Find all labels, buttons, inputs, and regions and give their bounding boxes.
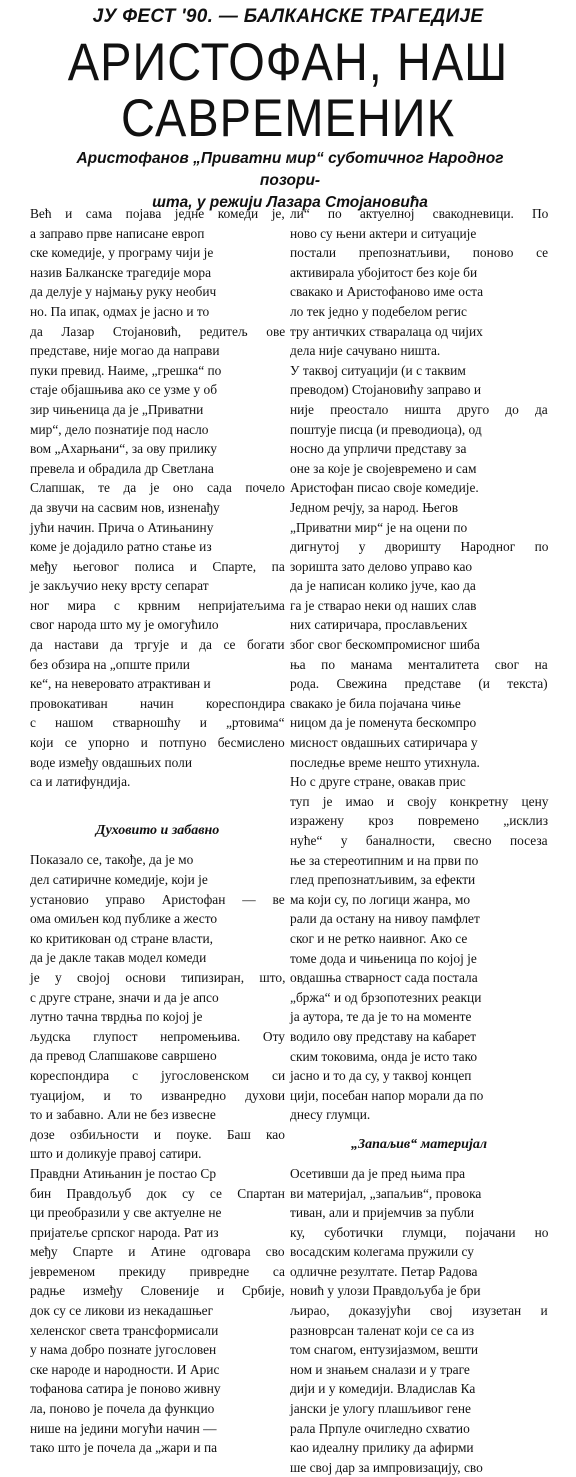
text-line: ла, поново је почела да функцио xyxy=(30,1401,215,1417)
text-line: ног мира с крвним непријатељима xyxy=(30,597,285,613)
text-line: је закључио неку врсту сепарат xyxy=(30,578,209,594)
text-line: ци преобразили у све актуелне не xyxy=(30,1205,222,1221)
text-line: с друге стране, значи и да је апсо xyxy=(30,989,219,1005)
text-line: свакако је била појачана чиње xyxy=(290,695,461,711)
text-line: ке“, на неверовато атрактиван и xyxy=(30,676,211,692)
text-line: разноврсан таленат који се са из xyxy=(290,1322,475,1338)
text-line: тиван, али и пријемчив за публи xyxy=(290,1205,475,1221)
text-line: нише на једини могући начин — xyxy=(30,1420,217,1436)
text-line: оне за које је својевремено и сам xyxy=(290,460,477,476)
text-line: међу његовог полиса и Спарте, па xyxy=(30,558,285,574)
text-line: ви материјал, „запаљив“, провока xyxy=(290,1185,482,1201)
article-column-left xyxy=(30,204,285,1458)
article-column-right xyxy=(290,204,548,1477)
text-line: „Приватни мир“ је на оцени по xyxy=(290,519,468,535)
text-line: ске комедије, у програму чији је xyxy=(30,245,214,261)
section-heading: Духовито и забавно xyxy=(95,823,220,839)
text-line: цији, посебан напор морали да по xyxy=(290,1087,484,1103)
text-line: вом „Ахарњани“, за ову прилику xyxy=(30,441,217,457)
text-line: ња по манама менталитета свог на xyxy=(290,656,548,672)
text-line: да превод Слапшакове савршено xyxy=(30,1048,217,1064)
text-line: рода. Свежина представе (и текста) xyxy=(290,676,548,692)
text-line: да звучи на сасвим нов, изненађу xyxy=(30,499,220,515)
subheadline-line-2: шта, у режији Лазара Стојановића xyxy=(152,194,428,211)
text-line: воде између овдашњих поли xyxy=(30,754,193,770)
kicker: ЈУ ФЕСТ '90. — БАЛКАНСКЕ ТРАГЕДИЈЕ xyxy=(92,6,484,27)
text-line: зир чињеница да је „Приватни xyxy=(30,401,204,417)
text-line: рали да остану на нивоу памфлет xyxy=(290,911,480,927)
text-line: рала Прпуле очигледно схватио xyxy=(290,1420,470,1436)
text-line: туацијом, и то изванредно духови xyxy=(30,1087,286,1103)
text-line: постали препознатљиви, поново се xyxy=(290,245,549,261)
text-line: ном и знањем сналази и у траге xyxy=(290,1361,470,1377)
section-heading: „Запаљив“ материјал xyxy=(350,1136,488,1152)
text-line: пријатеље српског народа. Рат из xyxy=(30,1224,219,1240)
text-line: превела и обрадила др Светлана xyxy=(30,460,214,476)
text-line: јански је улогу плашљивог гене xyxy=(290,1401,471,1417)
text-line: то и забавно. Али не без извесне xyxy=(30,1107,216,1123)
headline-line-1: АРИСТОФАН, НАШ xyxy=(67,31,509,92)
text-line: мисност овдашњих сатиричара у xyxy=(290,735,478,751)
text-line: јући начин. Прича о Атињанину xyxy=(30,519,214,535)
text-line: представе, није могао да направи xyxy=(30,343,220,359)
text-line: да делује у најмању руку необич xyxy=(30,284,217,300)
text-line: ске народе и народности. И Арис xyxy=(30,1361,220,1377)
headline-line-2: САВРЕМЕНИК xyxy=(121,87,455,148)
text-line: установио управо Аристофан — ве xyxy=(30,891,285,907)
text-line: да је написан колико јуче, као да xyxy=(290,578,476,594)
text-line: ског и не ретко наивног. Ако се xyxy=(290,930,468,946)
text-line: последње време нешто утихнула. xyxy=(290,754,480,770)
text-line: Аристофан писао своје комедије. xyxy=(290,480,479,496)
text-line: ма који су, по логици жанра, мо xyxy=(290,891,471,907)
text-line: Слапшак, те да је оно сада почело xyxy=(30,480,285,496)
text-line: тру античких стваралаца од чијих xyxy=(290,323,483,339)
subheadline-line-1: Аристофанов „Приватни мир“ суботичног Народног позори- xyxy=(76,150,504,189)
text-line: восадским колегама пружили су xyxy=(290,1244,474,1260)
text-line: ским токовима, онда је исто тако xyxy=(290,1048,478,1064)
text-line: У таквој ситуацији (и с таквим xyxy=(290,362,466,378)
text-line: зоришта зато делово управо као xyxy=(290,558,473,574)
text-line: изражену кроз повремено „исклиз xyxy=(290,813,549,829)
text-line: у нама добро познате југословен xyxy=(30,1342,217,1358)
text-line: дији и у комедији. Владислав Ка xyxy=(290,1381,476,1397)
paragraph-gap xyxy=(30,792,285,812)
text-line: Једном речју, за народ. Његов xyxy=(290,499,459,515)
text-line: да Лазар Стојановић, редитељ ове xyxy=(30,323,286,339)
text-line: дел сатиричне комедије, који је xyxy=(30,872,208,887)
text-line: туп је имао и своју конкретну цену xyxy=(290,793,549,809)
text-line: без обзира на „опште прили xyxy=(30,656,190,672)
text-line: ома омиљен код публике а жесто xyxy=(30,911,218,927)
text-line: глед препознатљивим, за ефекти xyxy=(290,872,476,888)
text-line: међу Спарте и Атине одговара сво xyxy=(30,1244,285,1260)
text-line: дигнутој у дворишту Народног по xyxy=(290,539,549,555)
text-line: ново су њени актери и ситуације xyxy=(290,225,477,241)
text-line: а заправо прве написане европ xyxy=(30,225,205,241)
text-line: Осетивши да је пред њима пра xyxy=(290,1165,466,1181)
text-line: тофанова сатира је поново живну xyxy=(30,1381,221,1397)
text-line: јасно и то да су, у таквој концеп xyxy=(290,1068,472,1084)
text-line: но. Па ипак, одмах је јасно и то xyxy=(30,303,210,319)
text-line: није преостало ништа друго до да xyxy=(290,401,548,417)
text-line: свакако и Аристофаново име оста xyxy=(290,284,484,300)
text-line: ко критикован од стране власти, xyxy=(30,930,213,946)
text-line: Но с друге стране, овакав прис xyxy=(290,774,466,790)
text-line: активирала убојитост без које би xyxy=(290,264,478,280)
text-line: днесу глумци. xyxy=(290,1107,371,1123)
text-line: лутно тачна тврдња по којој је xyxy=(30,1009,203,1025)
text-line: ше свој дар за импровизацију, сво xyxy=(290,1459,483,1475)
text-line: бин Правдољуб док су се Спартан xyxy=(30,1185,285,1201)
text-line: га је стварао неки од наших слав xyxy=(290,597,477,613)
text-line: носно да упрличи представу за xyxy=(290,441,467,457)
text-line: тако што је почела да „жари и па xyxy=(30,1440,218,1456)
text-line: као идеалну прилику да афирми xyxy=(290,1440,474,1456)
text-line: них сатиричара, прослављених xyxy=(290,617,468,633)
text-line: због свог бескомпромисног шиба xyxy=(290,637,480,653)
text-line: дозе озбиљности и поуке. Баш као xyxy=(30,1126,285,1142)
text-line: да настави да тргује и да се богати xyxy=(30,637,285,653)
text-line: радње између Словеније и Србије, xyxy=(30,1283,285,1299)
text-line: нуће“ у баналности, свесно посеза xyxy=(290,833,548,848)
text-line: новић у улози Правдољуба је бри xyxy=(290,1283,481,1299)
text-line: одличне резултате. Петар Радова xyxy=(290,1263,478,1279)
text-line: преводом) Стојановићу заправо и xyxy=(290,382,482,398)
text-line: водило ову представу на кабарет xyxy=(290,1028,477,1044)
text-line: јевременом прекиду привредне са xyxy=(30,1263,285,1279)
text-line: томе дода и чињеница по којој је xyxy=(290,950,477,966)
text-line: овдашња стварност сада постала xyxy=(290,970,478,986)
text-line: ли“ по актуелној свакодневици. По xyxy=(290,206,549,221)
text-line: пуки превид. Наиме, „грешка“ по xyxy=(30,362,222,378)
text-line: љирао, доказујући свој изузетан и xyxy=(290,1303,548,1319)
text-line: том снагом, ентузијазмом, вешти xyxy=(290,1342,479,1358)
text-line: Показало се, такође, да је мо xyxy=(30,852,194,868)
text-line: свог народа што му је омогућило xyxy=(30,617,219,633)
text-line: ло тек једно у подебелом регис xyxy=(290,303,467,319)
headline xyxy=(0,31,576,148)
text-line: мир“, дело познатије под насло xyxy=(30,421,209,437)
text-line: је у својој основи типизиран, што, xyxy=(30,969,286,985)
text-line: провокативан начин кореспондира xyxy=(30,695,286,711)
text-line: назив Балканске трагедије мора xyxy=(30,264,212,280)
text-line: Већ и сама појава једне комеди је, xyxy=(30,206,285,221)
text-line: ницом да је поменута бескомпро xyxy=(290,715,477,731)
text-line: са и латифундија. xyxy=(30,774,131,790)
text-line: „бржа“ и од брзопотезних реакци xyxy=(290,989,482,1005)
text-line: који се упорно и потпуно бесмислено xyxy=(30,735,285,751)
text-line: хеленског света трансформисали xyxy=(30,1322,219,1338)
text-line: док су се ликови из некадашњег xyxy=(30,1303,214,1319)
text-line: кореспондира с југословенском си xyxy=(30,1067,286,1083)
text-line: да је дакле такав модел комеди xyxy=(30,950,207,966)
text-line: стаје објашњива ако се узме у об xyxy=(30,382,218,398)
text-line: што и доликује правој сатири. xyxy=(30,1146,202,1162)
text-line: ку, суботички глумци, појачани но xyxy=(290,1224,549,1240)
text-line: ја аутора, те да је то на моменте xyxy=(290,1009,472,1025)
text-line: људска глупост непромењива. Оту xyxy=(30,1028,285,1044)
text-line: дела није сачувано ништа. xyxy=(290,343,441,359)
text-line: Правдни Атињанин је постао Ср xyxy=(30,1165,217,1181)
text-line: ње за стереотипним и на први по xyxy=(290,852,479,868)
text-line: поштује писца (и преводиоца), од xyxy=(290,421,482,437)
text-line: коме је дојадило ратно стање из xyxy=(30,539,212,555)
text-line: с нашом стварношћу и „ртовима“ xyxy=(30,715,285,731)
